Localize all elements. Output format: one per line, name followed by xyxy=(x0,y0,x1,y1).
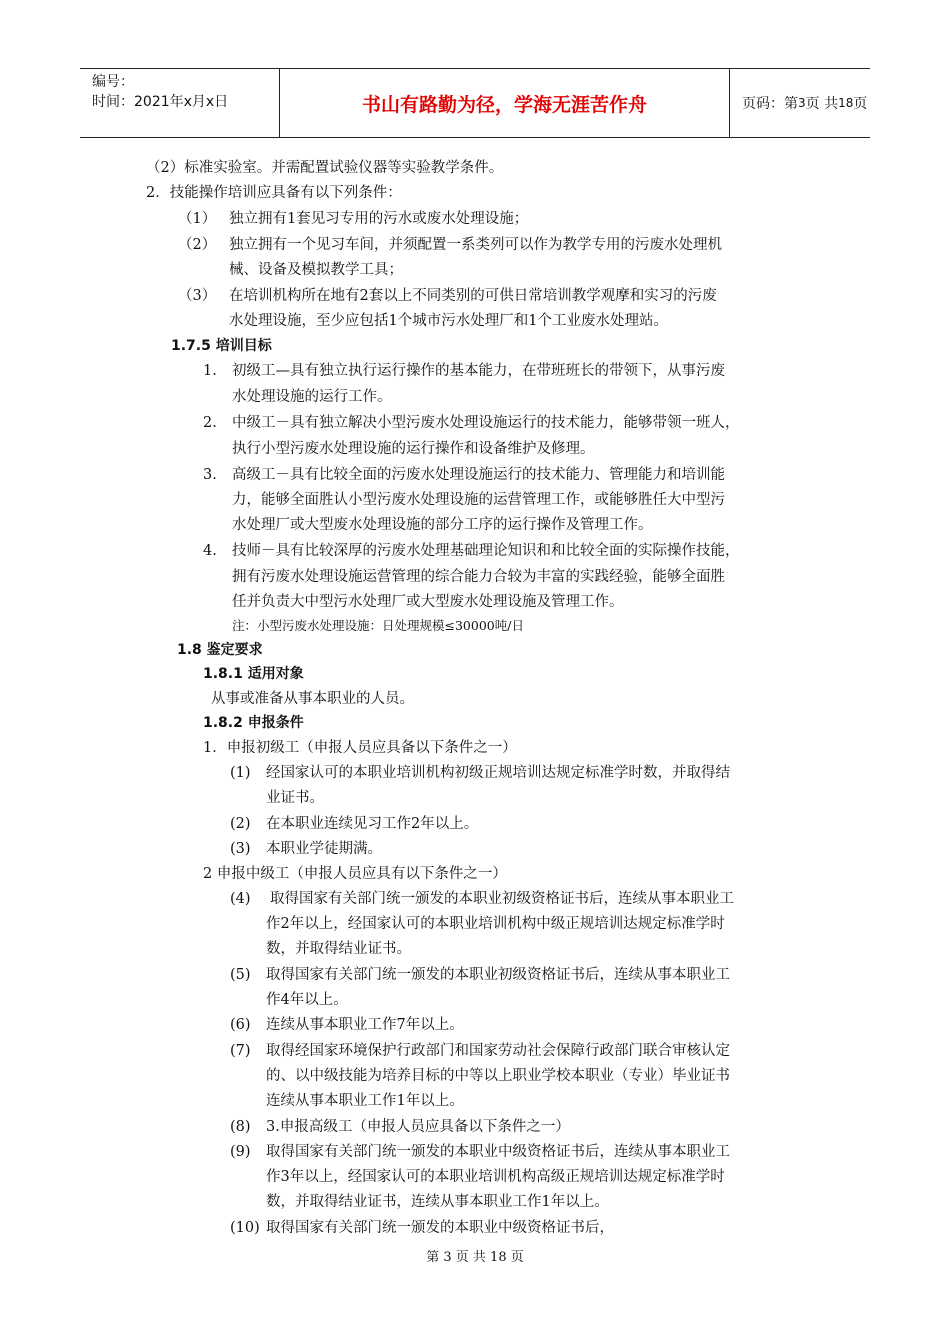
text-line: 在培训机构所在地有2套以上不同类别的可供日常培训教学观摩和实习的污废 xyxy=(229,288,717,304)
page-mid: 页 共 xyxy=(805,96,839,112)
text-line: 中级工－具有独立解决小型污废水处理设施运行的技术能力，能够带领一班人， xyxy=(232,415,740,431)
text-line: 3.申报高级工（申报人员应具备以下条件之一） xyxy=(266,1119,570,1135)
text-line: 1．申报初级工（申报人员应具备以下条件之一） xyxy=(203,740,517,756)
text-line: 取得国家有关部门统一颁发的本职业初级资格证书后，连续从事本职业工 xyxy=(266,967,730,983)
text-line: 高级工－具有比较全面的污废水处理设施运行的技术能力、管理能力和培训能 xyxy=(232,467,725,483)
text-line: 作4年以上。 xyxy=(266,992,348,1008)
page-footer xyxy=(0,1246,950,1265)
text-line: 取得国家有关部门统一颁发的本职业中级资格证书后， xyxy=(266,1220,614,1236)
text-line: 取得国家有关部门统一颁发的本职业初级资格证书后，连续从事本职业工 xyxy=(270,891,734,907)
text-line: 数，并取得结业证书，连续从事本职业工作1年以上。 xyxy=(266,1194,609,1210)
text-line: 拥有污废水处理设施运营管理的综合能力合较为丰富的实践经验，能够全面胜 xyxy=(232,569,725,585)
list-marker: 4. xyxy=(203,543,217,559)
page-total: 18 xyxy=(838,96,854,110)
note-text: 注：小型污废水处理设施：日处理规模≤30000吨/日 xyxy=(232,618,524,633)
text-line: 水处理设施，至少应包括1个城市污水处理厂和1个工业废水处理站。 xyxy=(229,313,668,329)
text-line: 在本职业连续见习工作2年以上。 xyxy=(266,816,479,832)
text-line: 业证书。 xyxy=(266,790,324,806)
list-marker: (10) xyxy=(230,1220,260,1236)
text-line: 械、设备及模拟教学工具； xyxy=(229,262,403,278)
header-page-cell xyxy=(730,69,870,137)
text-line: 连续从事本职业工作7年以上。 xyxy=(266,1017,464,1033)
list-marker: (5) xyxy=(230,967,251,983)
text-line: 从事或准备从事本职业的人员。 xyxy=(211,691,414,707)
text-line: 数，并取得结业证书。 xyxy=(266,941,411,957)
header-motto-cell xyxy=(280,69,730,137)
list-marker: (6) xyxy=(230,1017,251,1033)
page-header xyxy=(80,68,870,138)
list-marker: 1. xyxy=(203,363,217,379)
text-line: 取得经国家环境保护行政部门和国家劳动社会保障行政部门联合审核认定 xyxy=(266,1043,730,1059)
text-line: 独立拥有一个见习车间，并须配置一系类列可以作为教学专用的污废水处理机 xyxy=(229,237,722,253)
header-motto: 书山有路勤为径，学海无涯苦作舟 xyxy=(361,93,647,116)
list-marker: (2) xyxy=(230,816,251,832)
header-meta-cell xyxy=(80,69,280,137)
text-line: 的、以中级技能为培养目标的中等以上职业学校本职业（专业）毕业证书 xyxy=(266,1068,730,1084)
list-marker: （2） xyxy=(178,237,217,253)
subsection-heading: 1.8.2 申报条件 xyxy=(203,715,304,731)
text-line: 取得国家有关部门统一颁发的本职业中级资格证书后，连续从事本职业工 xyxy=(266,1144,730,1160)
text-line: 作3年以上，经国家认可的本职业培训机构高级正规培训达规定标准学时 xyxy=(266,1169,725,1185)
list-marker: 2. xyxy=(203,415,217,431)
list-marker: (9) xyxy=(230,1144,251,1160)
list-marker: (7) xyxy=(230,1043,251,1059)
page-current: 3 xyxy=(798,96,806,110)
text-line: 技师－具有比较深厚的污废水处理基础理论知识和和比较全面的实际操作技能， xyxy=(232,543,740,559)
doc-number-label: 编号： xyxy=(92,74,134,90)
text-line: （2）标准实验室。并需配置试验仪器等实验教学条件。 xyxy=(146,160,504,176)
section-heading: 1.7.5 培训目标 xyxy=(171,338,272,354)
text-line: 水处理设施的运行工作。 xyxy=(232,389,392,405)
page-suffix: 页 xyxy=(853,96,868,112)
text-line: 任并负责大中型污水处理厂或大型废水处理设施及管理工作。 xyxy=(232,594,624,610)
text-line: 经国家认可的本职业培训机构初级正规培训达规定标准学时数，并取得结 xyxy=(266,765,730,781)
list-marker: 3. xyxy=(203,467,217,483)
text-line: 力，能够全面胜认小型污废水处理设施的运营管理工作，或能够胜任大中型污 xyxy=(232,492,725,508)
list-marker: （3） xyxy=(178,288,217,304)
footer-page-number: 第 3 页 共 18 页 xyxy=(426,1250,524,1265)
text-line: 执行小型污废水处理设施的运行操作和设备维护及修理。 xyxy=(232,441,595,457)
subsection-heading: 1.8.1 适用对象 xyxy=(203,666,304,682)
section-heading: 1.8 鉴定要求 xyxy=(177,642,263,658)
text-line: 2 申报中级工（申报人员应具有以下条件之一） xyxy=(203,866,507,882)
list-marker: (1) xyxy=(230,765,251,781)
list-marker: (4) xyxy=(230,891,251,907)
list-marker: （1） xyxy=(178,211,217,227)
list-marker: (8) xyxy=(230,1119,251,1135)
page-prefix: 页码：第 xyxy=(742,96,798,112)
text-line: 连续从事本职业工作1年以上。 xyxy=(266,1093,464,1109)
text-line: 独立拥有1套见习专用的污水或废水处理设施； xyxy=(229,211,529,227)
text-line: 2．技能操作培训应具备有以下列条件： xyxy=(146,185,402,201)
text-line: 水处理厂或大型废水处理设施的部分工序的运行操作及管理工作。 xyxy=(232,517,653,533)
text-line: 本职业学徒期满。 xyxy=(266,841,382,857)
text-line: 作2年以上，经国家认可的本职业培训机构中级正规培训达规定标准学时 xyxy=(266,916,725,932)
text-line: 初级工—具有独立执行运行操作的基本能力，在带班班长的带领下，从事污废 xyxy=(232,363,725,379)
doc-date-label: 时间：2021年x月x日 xyxy=(92,94,229,110)
list-marker: (3) xyxy=(230,841,251,857)
